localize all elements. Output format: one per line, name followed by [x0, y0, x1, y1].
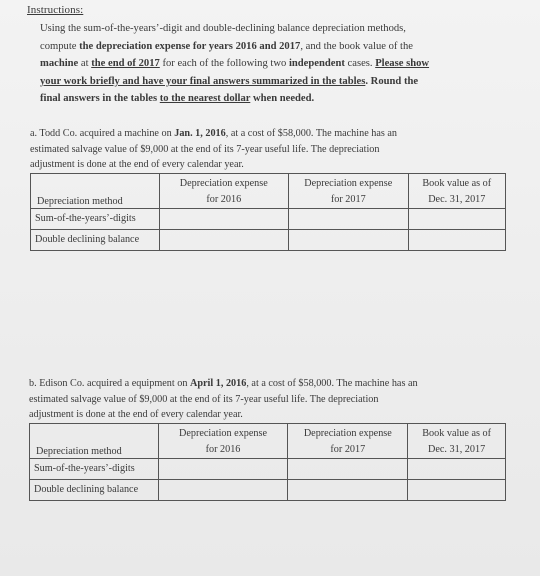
case-a-description: [30, 126, 485, 173]
row-label-ddb: Double declining balance: [31, 230, 160, 251]
col-header-2017: [288, 424, 408, 459]
answer-cell[interactable]: [408, 209, 505, 230]
instr-bold: when needed.: [250, 93, 315, 105]
instructions-heading: Instructions:: [27, 4, 84, 16]
case-a-line-2: estimated salvage value of $9,000 at the end of its 7-year useful life. The depreciation: [30, 143, 380, 155]
col-header-line: Book value as of: [422, 428, 491, 439]
col-header-line: Depreciation expense: [303, 428, 392, 439]
instr-text: Using the sum-of-the-years’-digit and double-declining balance depreciation methods,: [40, 23, 406, 34]
col-header-line: Dec. 31, 2017: [428, 444, 486, 455]
case-text: , at a cost of $58,000. The machine has an: [225, 128, 398, 139]
instr-bold-underline: Please show: [375, 58, 430, 70]
answer-cell[interactable]: [288, 480, 408, 501]
col-header-2016: [159, 174, 288, 209]
case-a-line-1: [30, 126, 485, 142]
instructions-line-3: [40, 55, 480, 73]
table-row: [30, 459, 506, 480]
case-b-line-1: [29, 376, 484, 392]
case-b-description: [29, 376, 484, 423]
case-text: a. Todd Co. acquired a machine on: [30, 128, 175, 139]
answer-cell[interactable]: [408, 230, 505, 251]
instructions-line-1: [40, 20, 480, 38]
method-header-cell: [30, 424, 159, 459]
case-b-line-2: estimated salvage value of $9,000 at the end of its 7-year useful life. The depreciation: [29, 393, 379, 405]
col-header-book-value: [408, 174, 505, 209]
instr-bold-underline: the end of 2017: [91, 58, 160, 70]
row-label-syd: Sum-of-the-years’-digits: [31, 209, 160, 230]
case-text: b. Edison Co. acquired a equipment on: [29, 378, 190, 389]
instr-text: , and the book value of the: [300, 40, 414, 52]
instr-bold: the depreciation expense for years 2016 and 2017: [79, 40, 301, 52]
answer-cell[interactable]: [158, 459, 288, 480]
col-header-2017: [288, 174, 408, 209]
instr-text: for each of the following two: [159, 58, 289, 70]
answer-cell[interactable]: [159, 209, 288, 230]
instr-bold: independent: [288, 58, 345, 70]
method-header: Depreciation method: [37, 196, 123, 207]
col-header-line: Depreciation expense: [179, 428, 267, 439]
instr-bold-underline: your work briefly and have your final answers summarized in the tables: [40, 75, 366, 87]
col-header-book-value: [408, 424, 506, 459]
case-text: , at a cost of $58,000. The machine has an: [246, 378, 418, 389]
instructions-line-2: [40, 38, 480, 56]
col-header-line: Book value as of: [422, 178, 492, 189]
col-header-line: for 2017: [330, 444, 366, 455]
row-label-ddb: Double declining balance: [30, 480, 159, 501]
case-b-line-3: adjustment is done at the end of every calendar year.: [29, 409, 243, 421]
col-header-line: Dec. 31, 2017: [428, 194, 486, 205]
col-header-line: for 2016: [206, 194, 242, 205]
method-header-cell: [31, 174, 160, 209]
instr-bold-underline: to the nearest dollar: [159, 93, 251, 105]
table-row: [31, 209, 506, 230]
answer-cell[interactable]: [408, 459, 506, 480]
answer-cell[interactable]: [408, 480, 506, 501]
instructions-line-5: [40, 90, 480, 108]
instructions-line-4: [40, 73, 480, 91]
answer-cell[interactable]: [288, 459, 408, 480]
col-header-line: for 2016: [205, 444, 241, 455]
table-row: [30, 480, 506, 501]
table-row: [31, 230, 506, 251]
answer-cell[interactable]: [288, 230, 408, 251]
instructions-text: [40, 20, 480, 108]
answer-cell[interactable]: [159, 230, 288, 251]
instr-bold: final answers in the tables: [40, 93, 160, 105]
case-date: April 1, 2016: [190, 378, 247, 389]
case-date: Jan. 1, 2016: [174, 128, 226, 139]
table-header-row: [30, 424, 506, 459]
method-header: Depreciation method: [36, 446, 122, 457]
row-label-syd: Sum-of-the-years’-digits: [30, 459, 159, 480]
table-header-row: [31, 174, 506, 209]
col-header-line: for 2017: [330, 194, 366, 205]
instr-text: cases.: [344, 58, 376, 70]
col-header-line: Depreciation expense: [179, 178, 268, 189]
instr-text: at: [78, 58, 92, 70]
case-b-answer-table: [29, 423, 506, 501]
case-a-line-3: adjustment is done at the end of every calendar year.: [30, 159, 244, 171]
instr-bold: machine: [40, 58, 79, 70]
instr-text: compute: [40, 40, 80, 52]
col-header-line: Depreciation expense: [304, 178, 393, 189]
instr-bold: . Round the: [365, 75, 419, 87]
answer-cell[interactable]: [288, 209, 408, 230]
case-a-answer-table: [30, 173, 506, 251]
col-header-2016: [158, 424, 288, 459]
answer-cell[interactable]: [158, 480, 288, 501]
